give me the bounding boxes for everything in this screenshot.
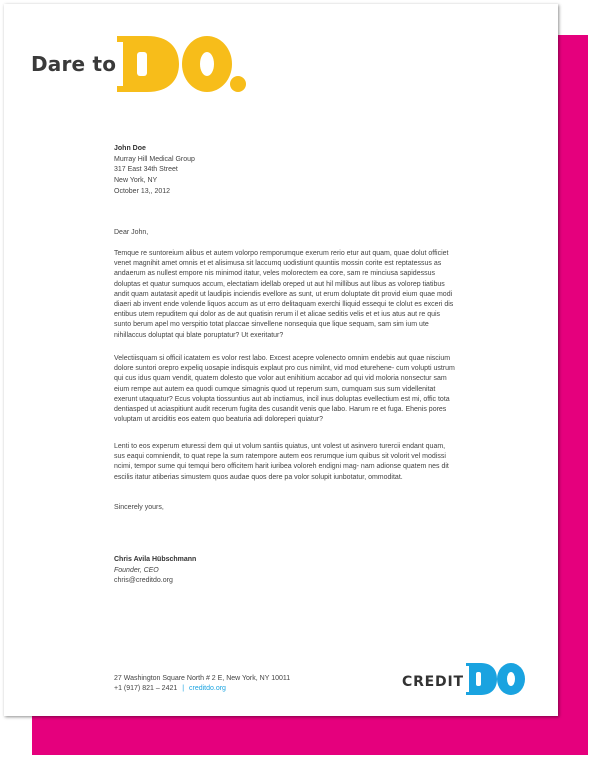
- body-paragraph: Velectiisquam si officil icatatem es volor rest labo. Excest acepre volenecto omnim endebis aut quae niscium dolore suntori orepro expeliq uosapie indisquis explaut pro cus nimilnt, vid mod eturehene- cum volupti ustrum qui cus idus quam vendit, quatem dolesto que volor aut enihitium accabor ad qui vid moloria nonsectur sam eium rempe aut autem ea quodi cumque simagnis quod ut reperum sum, cumquam sus sum videllenitat exerunt utaquatur? Ecus volupta tiossuntius aut ab inctiamus, incil inus doluptas evellectium est mi, offic tota dentiasped ut aciaspitiunt audit recerum fugita des cusandit venis que labo. Harum re et fuga. Ehenis pores voluptam ut arciditis eos eatem quo beaturia adi doloreperi quiatur?: [114, 355, 455, 424]
- do-logo-mark: [117, 36, 247, 92]
- body-paragraph: Temque re suntoreium alibus et autem volorpo remporumque exerum rerio etur aut quam, quae dolut officiet venet magnihit amet omnis et et alisimusa sit laccumq uodistiunt quuntiis mossin corite est reptatessus as andaerum as nullest empore nis minimod itatur, veles molorectem ea core, sam re minciusa sapidessus doluptas et quatur sumquos accum, electatiam idellab oreped ut aut hil millibus aut libus as volorep tiatibus andit quam autatasit apedit ut laudipis inciendis evellore as sunt, ut erum doluptate dit provid eium quae modi diaeri ab invent ende volende liquos accum as ut erro delitaquam exerchi lliquid essequi te clolut es exceri dis entibus utem repuditem qui dolor as de aut quatisin rerum il et alicae seditis velis et et ius atus aut re quis sunto berum apel mo verspitio totat placcae sinvellene nonsequia que lique sequam, sam sim ium ute nihillaccus doluptat qui blate poruptatur? Ut exeritatur?: [114, 250, 454, 339]
- recipient-organization: Murray Hill Medical Group: [114, 155, 195, 163]
- footer-phone: +1 (917) 821 – 2421: [114, 685, 178, 692]
- signature-block: [114, 555, 196, 587]
- footer-do-mark: [466, 663, 526, 695]
- signer-email: chris@creditdo.org: [114, 577, 173, 584]
- letter-date: October 13,, 2012: [114, 188, 171, 195]
- letter-page: [4, 4, 558, 716]
- recipient-name: John Doe: [114, 145, 146, 152]
- recipient-street: 317 East 34th Street: [114, 166, 178, 173]
- footer-logo-word: CREDIT: [402, 674, 464, 690]
- footer-website-link[interactable]: creditdo.org: [188, 685, 226, 692]
- recipient-block: [114, 144, 195, 186]
- logo-prefix: Dare to: [31, 52, 117, 76]
- footer-address: 27 Washington Square North # 2 E, New York, NY 10011: [114, 675, 291, 682]
- footer-address-block: [114, 674, 290, 694]
- salutation: Dear John,: [114, 229, 149, 236]
- body-paragraph: Lenti to eos experum eturessi dem qui ut volum santiis quiatus, unt volest ut asinvero turercii endant quam, sus eaqui comniendit, to quat repe la sum ratempore autem eos rerumque ium quibus sit volorit vel modissi ncimi, tempor sume qui temqui bero officitem harit iuribea voloreh endigni mag- nam adionse quatem nes dit escilis itatur atiberias simustem quos audae quos dere pa volor solupit iunbotatur, ommoditat.: [114, 443, 449, 481]
- footer-separator: |: [182, 685, 185, 692]
- recipient-city: New York, NY: [114, 176, 158, 184]
- footer-contact: [114, 684, 290, 694]
- signer-name: Chris Avila Hübschmann: [114, 556, 197, 563]
- closing: Sincerely yours,: [114, 504, 164, 511]
- signer-title: Founder, CEO: [114, 566, 159, 574]
